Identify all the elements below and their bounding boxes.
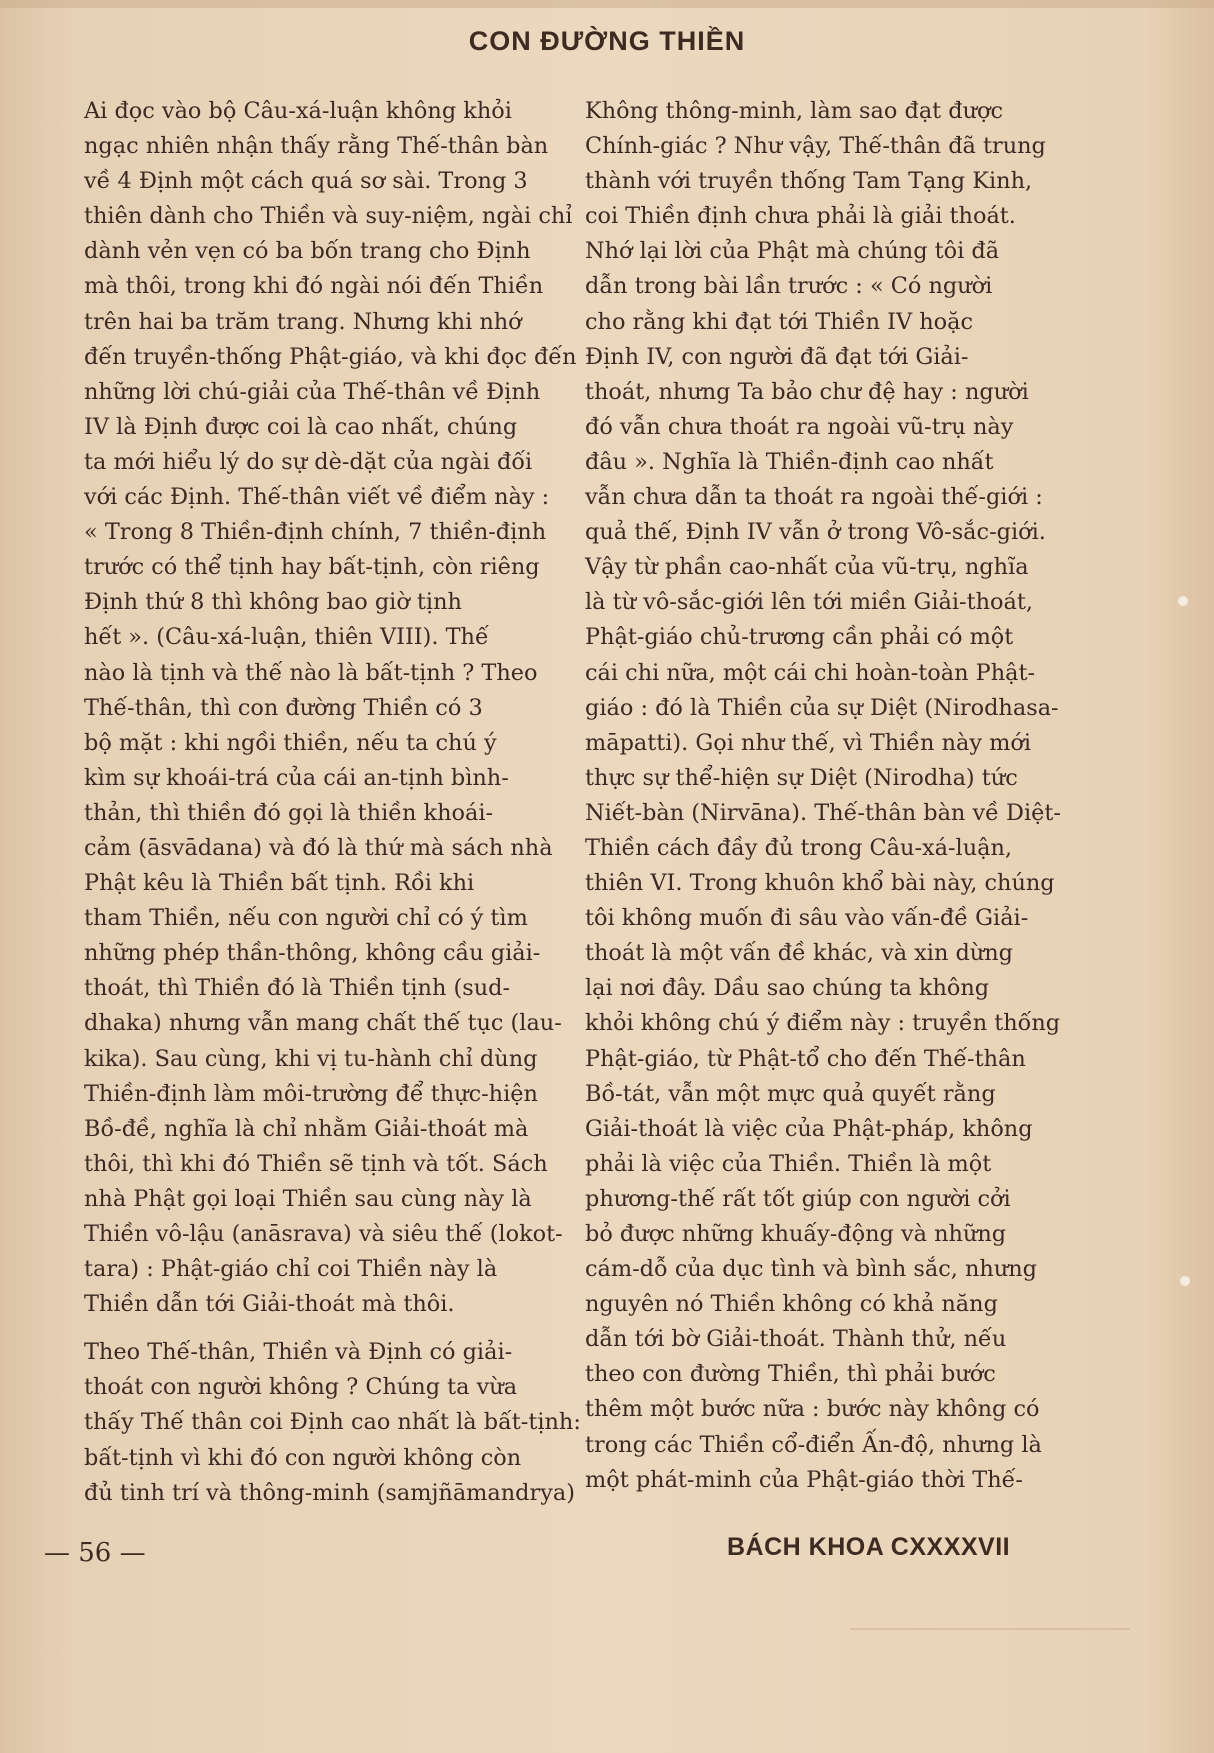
text-line: Thiền vô-lậu (anāsrava) và siêu thế (lokot- xyxy=(84,1221,563,1247)
text-line: tham Thiền, nếu con người chỉ có ý tìm xyxy=(84,905,528,932)
text-line: nào là tịnh và thế nào là bất-tịnh ? Theo xyxy=(84,659,538,686)
text-line: cho rằng khi đạt tới Thiền IV hoặc xyxy=(585,308,974,335)
text-line: Vậy từ phần cao-nhất của vũ-trụ, nghĩa xyxy=(585,554,1029,581)
page-edge-shadow xyxy=(0,0,1214,8)
text-line: Phật-giáo, từ Phật-tổ cho đến Thế-thân xyxy=(585,1045,1026,1072)
text-line: Phật-giáo chủ-trương cần phải có một xyxy=(585,624,1014,651)
paragraph xyxy=(44,1335,581,1510)
journal-title: BÁCH KHOA CXXXXVII xyxy=(727,1533,1011,1561)
text-line: māpatti). Gọi như thế, vì Thiền này mới xyxy=(585,729,1032,756)
text-line: đó vẫn chưa thoát ra ngoài vũ-trụ này xyxy=(585,413,1014,440)
text-line: Phật kêu là Thiền bất tịnh. Rồi khi xyxy=(84,870,475,897)
text-line: Không thông-minh, làm sao đạt được xyxy=(585,98,1004,124)
text-line: những phép thần-thông, không cầu giải- xyxy=(84,940,541,967)
text-line: đến truyền-thống Phật-giáo, và khi đọc đến xyxy=(84,343,577,370)
text-line: quả thế, Định IV vẫn ở trong Vô-sắc-giới. xyxy=(585,519,1046,546)
text-line: vẫn chưa dẫn ta thoát ra ngoài thế-giới : xyxy=(585,484,1043,511)
text-line: thản, thì thiền đó gọi là thiền khoái- xyxy=(84,799,494,826)
text-line: Chính-giác ? Như vậy, Thế-thân đã trung xyxy=(585,133,1046,160)
text-line: khỏi không chú ý điểm này : truyền thống xyxy=(585,1010,1061,1037)
text-line: theo con đường Thiền, thì phải bước xyxy=(585,1361,996,1388)
paragraph xyxy=(585,94,1091,1498)
text-line: bỏ được những khuấy-động và những xyxy=(585,1221,1007,1247)
text-line: Thiền dẫn tới Giải-thoát mà thôi. xyxy=(84,1291,455,1318)
text-line: kìm sự khoái-trá của cái an-tịnh bình- xyxy=(84,764,509,791)
text-line: Bồ-đề, nghĩa là chỉ nhằm Giải-thoát mà xyxy=(84,1115,529,1142)
text-line: dhaka) nhưng vẫn mang chất thế tục (lau- xyxy=(84,1010,562,1037)
text-line: kika). Sau cùng, khi vị tu-hành chỉ dùng xyxy=(84,1045,538,1072)
text-line: về 4 Định một cách quá sơ sài. Trong 3 xyxy=(84,168,528,195)
left-column xyxy=(44,94,581,1511)
text-line: với các Định. Thế-thân viết về điểm này : xyxy=(84,484,550,511)
text-line: những lời chú-giải của Thế-thân về Định xyxy=(84,378,541,405)
text-line: nguyên nó Thiền không có khả năng xyxy=(585,1291,998,1318)
paragraph xyxy=(44,94,577,1322)
text-line: mà thôi, trong khi đó ngài nói đến Thiền xyxy=(84,273,544,300)
text-line: coi Thiền định chưa phải là giải thoát. xyxy=(585,203,1016,230)
text-line: dẫn trong bài lần trước : « Có người xyxy=(585,273,993,300)
paper-blemish xyxy=(1178,596,1188,606)
text-line: bộ mặt : khi ngồi thiền, nếu ta chú ý xyxy=(84,729,497,756)
text-line: thiên VI. Trong khuôn khổ bài này, chúng xyxy=(585,870,1055,897)
text-line: cám-dỗ của dục tình và bình sắc, nhưng xyxy=(585,1256,1037,1283)
text-line: đủ tinh trí và thông-minh (samjñāmandrya) xyxy=(84,1479,575,1506)
text-line: thiên dành cho Thiền và suy-niệm, ngài chỉ xyxy=(84,203,573,230)
text-line: là từ vô-sắc-giới lên tới miền Giải-thoát, xyxy=(585,589,1033,616)
text-line: đâu ». Nghĩa là Thiền-định cao nhất xyxy=(585,448,994,475)
text-line: Thiền cách đầy đủ trong Câu-xá-luận, xyxy=(585,834,1013,861)
text-line: trong các Thiền cổ-điển Ấn-độ, nhưng là xyxy=(585,1431,1042,1458)
text-line: trên hai ba trăm trang. Nhưng khi nhớ xyxy=(84,308,522,335)
text-line: Ai đọc vào bộ Câu-xá-luận không khỏi xyxy=(84,98,512,124)
text-line: thoát là một vấn đề khác, và xin dừng xyxy=(585,940,1014,967)
text-line: thêm một bước nữa : bước này không có xyxy=(585,1396,1040,1423)
text-line: Theo Thế-thân, Thiền và Định có giải- xyxy=(84,1339,513,1366)
text-line: ngạc nhiên nhận thấy rằng Thế-thân bàn xyxy=(84,133,549,160)
paper-blemish xyxy=(1180,1276,1190,1286)
text-line: giáo : đó là Thiền của sự Diệt (Nirodhasa- xyxy=(585,694,1059,721)
text-line: phương-thế rất tốt giúp con người cởi xyxy=(585,1185,1011,1212)
text-line: thôi, thì khi đó Thiền sẽ tịnh và tốt. Sách xyxy=(84,1150,548,1177)
right-column xyxy=(585,94,1091,1498)
text-line: Bồ-tát, vẫn một mực quả quyết rằng xyxy=(585,1080,996,1107)
running-title: CON ĐƯỜNG THIỀN xyxy=(468,26,746,56)
text-line: tara) : Phật-giáo chỉ coi Thiền này là xyxy=(84,1256,498,1283)
text-line: thoát con người không ? Chúng ta vừa xyxy=(84,1374,518,1401)
text-line: thoát, thì Thiền đó là Thiền tịnh (sud- xyxy=(84,975,511,1002)
text-line: lại nơi đây. Dầu sao chúng ta không xyxy=(585,975,990,1002)
text-line: phải là việc của Thiền. Thiền là một xyxy=(585,1150,992,1177)
text-line: nhà Phật gọi loại Thiền sau cùng này là xyxy=(84,1185,532,1212)
text-line: Giải-thoát là việc của Phật-pháp, không xyxy=(585,1115,1033,1142)
text-line: dẫn tới bờ Giải-thoát. Thành thử, nếu xyxy=(585,1326,1007,1353)
text-line: Định IV, con người đã đạt tới Giải- xyxy=(585,343,969,370)
text-line: một phát-minh của Phật-giáo thời Thế- xyxy=(585,1466,1023,1493)
text-line: thoát, nhưng Ta bảo chư đệ hay : người xyxy=(585,378,1029,405)
text-line: cái chi nữa, một cái chi hoàn-toàn Phật- xyxy=(585,659,1036,686)
text-line: « Trong 8 Thiền-định chính, 7 thiền-định xyxy=(84,519,547,546)
text-line: Thế-thân, thì con đường Thiền có 3 xyxy=(84,694,483,721)
text-line: Thiền-định làm môi-trường để thực-hiện xyxy=(84,1080,538,1107)
text-line: Định thứ 8 thì không bao giờ tịnh xyxy=(84,589,462,616)
text-line: tôi không muốn đi sâu vào vấn-đề Giải- xyxy=(585,905,1029,932)
text-line: IV là Định được coi là cao nhất, chúng xyxy=(84,413,518,440)
text-line: thấy Thế thân coi Định cao nhất là bất-tịnh: xyxy=(84,1409,581,1436)
text-line: bất-tịnh vì khi đó con người không còn xyxy=(84,1444,522,1471)
text-line: thực sự thể-hiện sự Diệt (Nirodha) tức xyxy=(585,764,1018,791)
page-number: — 56 — xyxy=(44,1538,146,1568)
text-line: cảm (āsvādana) và đó là thứ mà sách nhà xyxy=(84,834,553,861)
show-through-shadow xyxy=(850,1628,1130,1690)
text-line: ta mới hiểu lý do sự dè-dặt của ngài đối xyxy=(84,448,533,475)
text-line: trước có thể tịnh hay bất-tịnh, còn riêng xyxy=(84,554,540,581)
text-line: Nhớ lại lời của Phật mà chúng tôi đã xyxy=(585,238,1000,265)
text-line: dành vẻn vẹn có ba bốn trang cho Định xyxy=(84,238,531,265)
text-line: thành với truyền thống Tam Tạng Kinh, xyxy=(585,168,1033,195)
text-line: hết ». (Câu-xá-luận, thiên VIII). Thế xyxy=(84,624,489,651)
text-line: Niết-bàn (Nirvāna). Thế-thân bàn về Diệt- xyxy=(585,799,1061,826)
